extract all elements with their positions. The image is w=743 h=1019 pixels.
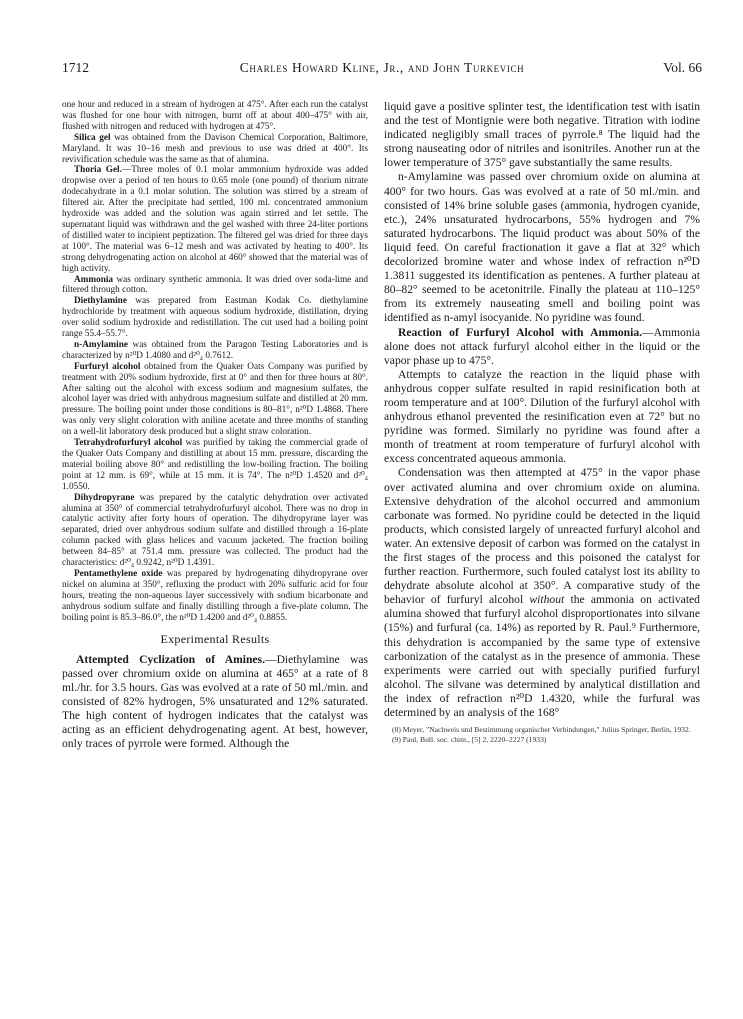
silica-gel-label: Silica gel [74, 132, 111, 143]
ammonia-label: Ammonia [74, 274, 114, 285]
furfuryl-ammonia-paragraph [384, 326, 700, 368]
catalyst-regeneration-paragraph: one hour and reduced in a stream of hydrogen at 475°. After each run the catalyst was flushed for one hour with nitrogen, burnt off at about 400–475° with air, flushed with nitrogen and reduced with hydrogen at 475°. [62, 100, 368, 132]
footnote-8: (8) Meyer, "Nachweis und Bestimmung organischer Verbindungen," Julius Springer, Berlin, 1932. [392, 725, 691, 735]
amylamine-run-paragraph: n-Amylamine was passed over chromium oxide on alumina at 400° for two hours. Gas was evolved at a rate of 50 ml./min. and consisted of 14% brine soluble gases (ammonia, hydrogen cyanide, etc.), 24% unsaturated hydrocarbons, 55% hydrogen and 7% saturated hydrocarbons. The liquid product was about 50% of the liquid feed. On careful fractionation it gave a flat at 32° which decolorized bromine water and whose index of refraction n²⁰D 1.3811 suggested its identification as pentenes. A further plateau at 80–82° seemed to be acetonitrile. Finally the plateau at 110–125° from its extremely nauseating smell and boiling point was identified as n-amyl isocyanide. No pyridine was found. [384, 170, 700, 325]
diethylamine-paragraph [62, 296, 368, 340]
footnote-9: (9) Paul, Bull. soc. chim., [5] 2, 2220–2227 (1933) [392, 734, 547, 744]
copper-sulfate-paragraph: Attempts to catalyze the reaction in the liquid phase with anhydrous copper sulfate resulted in rapid resinification both at room temperature and at 100°. Dilution of the furfuryl alcohol with anhydrous ethanol prevented the resinification even at 72° but no pyridine was formed. Similarly no pyridine was found after a month of treatment at room temperature of furfuryl alcohol with excess concentrated aqueous ammonia. [384, 367, 700, 466]
results-section [62, 653, 368, 752]
right-column [384, 100, 700, 980]
ammonia-paragraph [62, 275, 368, 297]
amylamine-text: was obtained from the Paragon Testing Laboratories and is characterized by n²⁰D 1.4080 and d²⁰₄ 0.7612. [62, 339, 368, 361]
dihydropyrane-text: was prepared by the catalytic dehydration over activated alumina at 350° of commercial tetrahydrofurfuryl alcohol. There was no drop in catalytic activity after forty hours of operation. The dihydropyrane layer was separated, dried over anhydrous sodium sulfate and distilled through a 16-plate column packed with glass helices and vacuum jacketed. The fraction boiling between 84–85° at 751.4 mm. pressure was collected. The product had the characteristics: d²⁰₄ 0.9242, n²⁰D 1.4391. [62, 492, 368, 569]
dihydropyrane-label: Dihydropyrane [74, 492, 135, 503]
running-title: Charles Howard Kline, Jr., and John Turkevich [239, 60, 525, 75]
condensation-paragraph [384, 466, 700, 720]
cyclization-label: Attempted Cyclization of Amines. [76, 652, 265, 666]
volume-label: Vol. 66 [663, 60, 702, 75]
pentamethylene-oxide-paragraph [62, 569, 368, 624]
furfuryl-alcohol-text: obtained from the Quaker Oats Company was purified by treatment with 20% sodium hydroxide, first at 0° and then for three hours at 80°. After salting out the alcohol with excess sodium and magnesium sulfates, the alcohol layer was dried with anhydrous magnesium sulfate and distilled at 20 mm. pressure. The boiling point under those conditions is 80–81°, n²⁰D 1.4868. There was only very slight coloration with aniline acetate and three months of standing on a well-lit laboratory desk produced but a slight straw coloration. [62, 361, 368, 438]
tetrahydrofurfuryl-text: was purified by taking the commercial grade of the Quaker Oats Company and distilling at about 15 mm. pressure, discarding the material boiling above 80° and redistilling the low-boiling fraction. The boiling point at 12 mm. is 69°, while at 15 mm. it is 74°. The n²⁰D 1.4520 and d²⁰₄ 1.0550. [62, 438, 368, 492]
amylamine-label: n-Amylamine [74, 339, 128, 350]
condensation-italic: without [529, 593, 565, 607]
furfuryl-ammonia-text: —Ammonia alone does not attack furfuryl alcohol either in the liquid or the vapor phase up to 475°. [384, 325, 700, 367]
cyclization-paragraph [62, 653, 368, 752]
materials-section [62, 100, 368, 624]
condensation-text-rest: the ammonia on activated alumina showed that furfuryl alcohol disproportionates into silvane (15%) and furfural (ca. 14%) as reported by R. Paul.⁹ Furthermore, this dehydration is accompanied by the same type of extensive carbonization of the catalyst as in the presence of ammonia. These experiments were carried out with specially purified furfuryl alcohol. The silvane was determined by analytical distillation and the index of refraction n²⁰D 1.4320, while the furfural was determined by an analysis of the 168° [384, 593, 700, 720]
silica-gel-text: was obtained from the Davison Chemical Corporation, Baltimore, Maryland. It was 10–16 mesh and previous to use was dried at 400°. Its revivification schedule was the same as that of alumina. [62, 132, 368, 165]
diethylamine-label: Diethylamine [74, 296, 127, 307]
pyrrole-test-paragraph: liquid gave a positive splinter test, the identification test with isatin and the test of Montignie were both negative. Titration with iodine indicated negligibly small traces of pyrrole.⁸ The liquid had the strong nauseating odor of nitriles and isonitriles. Another run at the lower temperature of 375° gave substantially the same results. [384, 100, 700, 170]
thoria-gel-label: Thoria Gel. [74, 165, 122, 176]
amylamine-paragraph [62, 340, 368, 362]
running-header [62, 60, 702, 82]
furfuryl-ammonia-label: Reaction of Furfuryl Alcohol with Ammonia. [398, 325, 643, 339]
condensation-text: Condensation was then attempted at 475° in the vapor phase over activated alumina and over chromium oxide on alumina. Extensive dehydration of the alcohol occurred and ammonium carbonate was formed. No pyridine could be detected in the liquid products, which consisted largely of unreacted furfuryl alcohol and water. An extensive deposit of carbon was formed on the catalyst in the first stages of the process and this poisoned the catalyst for further reaction. Furthermore, such fouled catalyst lost its ability to dehydrate absolute alcohol at 350°. A comparative study of the behavior of furfuryl alcohol [384, 466, 700, 607]
thoria-gel-paragraph [62, 165, 368, 274]
dihydropyrane-paragraph [62, 493, 368, 569]
page-number: 1712 [62, 60, 89, 75]
ammonia-text: was ordinary synthetic ammonia. It was dried over soda-lime and filtered through cotton. [62, 274, 368, 296]
pentamethylene-oxide-text: was prepared by hydrogenating dihydropyrane over nickel on alumina at 350°, refluxing the product with 20% sulfuric acid for four hours, treating the non-aqueous layer successively with sodium bicarbonate and anhydrous sodium sulfate and finally distilling through a five-plate column. The boiling point is 85.3–86.0°, the n²⁰D 1.4200 and d²⁰₄ 0.8855. [62, 568, 368, 623]
section-heading: Experimental Results [160, 631, 270, 646]
diethylamine-text: was prepared from Eastman Kodak Co. diethylamine hydrochloride by treatment with aqueous sodium hydroxide, distillation, drying over solid sodium hydroxide and redistillation. The cut used had a boiling point range 55.4–55.7°. [62, 296, 368, 340]
silica-gel-paragraph [62, 133, 368, 166]
thoria-gel-text: —Three moles of 0.1 molar ammonium hydroxide was added dropwise over a period of ten hours to 0.65 mole (one pound) of thorium nitrate dodecahydrate in a 0.1 molar solution. The solution was stirred by a stream of filtered air. After the precipitate had settled, 100 ml. concentrated ammonium hydroxide was added and the solution was again stirred and let settle. The supernatant liquid was withdrawn and the gel washed with three 24-liter portions of distilled water to incipient peptization. The filtered gel was dried for three days at 100°. The material was 6–12 mesh and was activated by heating to 400°. Its strong dehydrogenating action on alcohol at 460° showed that the material was of high activity. [62, 165, 368, 274]
furfuryl-alcohol-paragraph [62, 362, 368, 438]
tetrahydrofurfuryl-paragraph [62, 438, 368, 493]
furfuryl-alcohol-label: Furfuryl alcohol [74, 361, 141, 372]
footnotes [384, 725, 700, 744]
tetrahydrofurfuryl-label: Tetrahydrofurfuryl alcohol [74, 438, 183, 449]
left-column [62, 100, 368, 980]
right-body [384, 100, 700, 720]
pentamethylene-oxide-label: Pentamethylene oxide [74, 568, 163, 579]
cyclization-text: —Diethylamine was passed over chromium oxide on alumina at 465° at a rate of 8 ml./hr. for 3.5 hours. Gas was evolved at a rate of 50 ml./min. and consisted of 82% hydrogen, 5% unsaturated and 12% saturated. The high content of hydrogen indicates that the catalyst was acting as an efficient dehydrogenating agent. At best, however, only traces of pyrrole were formed. Although the [62, 652, 368, 751]
